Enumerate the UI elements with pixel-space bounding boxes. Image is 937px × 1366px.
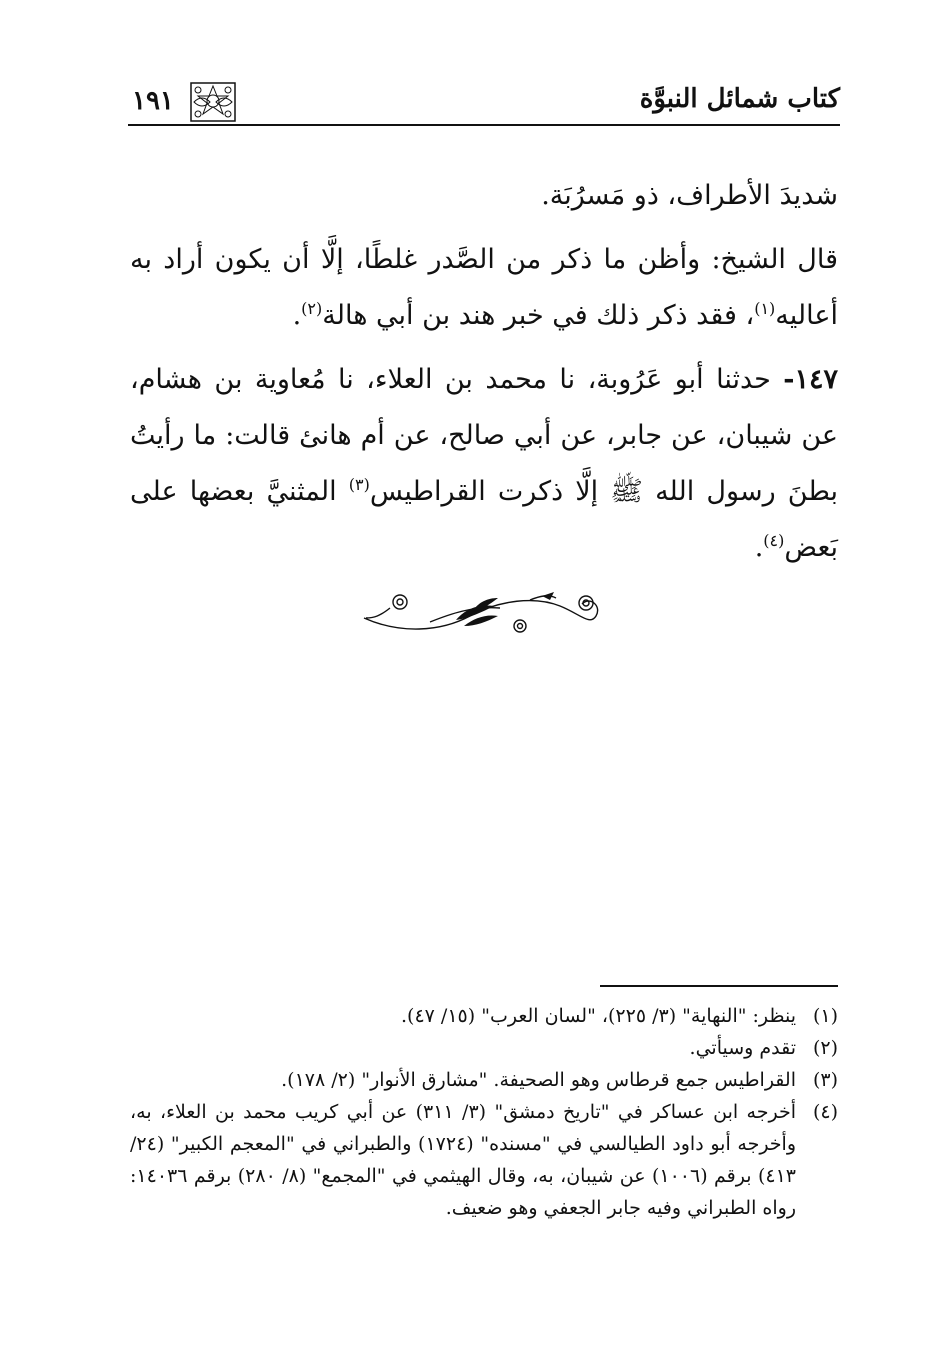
header-rule <box>128 124 840 126</box>
paragraph-2 <box>130 232 838 344</box>
footnote-text: أخرجه ابن عساكر في "تاريخ دمشق" (٣/ ٣١١) عن أبي كريب محمد بن العلاء، به، وأخرجه أبو داود الطيالسي في "مسنده" (١٧٢٤) والطبراني في "المعجم الكبير" (٢٤/ ٤١٣) برقم (١٠٠٦) عن شيبان، به، وقال الهيثمي في "المجمع" (٨/ ٢٨٠) برقم ١٤٠٣٦: رواه الطبراني وفيه جابر الجعفي وهو ضعيف. <box>130 1101 796 1219</box>
footnote-1 <box>130 1000 838 1032</box>
footnote-text: ينظر: "النهاية" (٣/ ٢٢٥)، "لسان العرب" (١٥/ ٤٧). <box>401 1005 796 1027</box>
footnote-2 <box>130 1032 838 1064</box>
paragraph-1: شديدَ الأطراف، ذو مَسرُبَة. <box>541 180 838 211</box>
footnote-text: تقدم وسيأتي. <box>689 1037 796 1059</box>
paragraph-2-text-b: ، فقد ذكر ذلك في خبر هند بن أبي هالة <box>322 300 755 331</box>
page-header <box>128 82 840 130</box>
footnote-number: (٣) <box>812 1069 838 1091</box>
footnote-number: (٤) <box>812 1101 838 1123</box>
footnote-number: (١) <box>812 1005 838 1027</box>
hadith-147 <box>130 352 838 576</box>
paragraph-2-text: قال الشيخ: وأظن ما ذكر من الصَّدر غلطًا، إلَّا أن يكون أراد به أعاليه <box>130 244 838 331</box>
hadith-end: . <box>754 532 764 563</box>
page-number: ١٩١ <box>132 86 174 116</box>
footnote-ref-3[interactable]: (٣) <box>348 475 370 494</box>
floral-divider-icon <box>360 586 606 646</box>
hadith-number: ١٤٧- <box>783 364 838 395</box>
paragraph-2-end: . <box>292 300 302 331</box>
footnotes <box>130 1000 838 1224</box>
hadith-text-b: المثنيَّ بعضها على بَعض <box>130 476 838 563</box>
footnote-text: القراطيس جمع قرطاس وهو الصحيفة. "مشارق الأنوار" (٢/ ١٧٨). <box>281 1069 796 1091</box>
main-text <box>130 168 838 584</box>
footnote-3 <box>130 1064 838 1096</box>
footnote-number: (٢) <box>812 1037 838 1059</box>
book-title: كتاب شمائل النبوَّة <box>639 84 840 114</box>
footnote-4 <box>130 1096 838 1224</box>
footnote-ref-4[interactable]: (٤) <box>763 531 785 550</box>
footnote-ref-2[interactable]: (٢) <box>301 299 323 318</box>
footnote-ref-1[interactable]: (١) <box>754 299 776 318</box>
hadith-text: حدثنا أبو عَرُوبة، نا محمد بن العلاء، نا مُعاوية بن هشام، عن شيبان، عن جابر، عن أبي صالح، عن أم هانئ قالت: ما رأيتُ بطنَ رسول الله ﷺ إلَّا ذكرت القراطيس <box>130 364 838 507</box>
arabesque-star-icon <box>190 82 236 122</box>
footnote-rule <box>600 985 838 987</box>
